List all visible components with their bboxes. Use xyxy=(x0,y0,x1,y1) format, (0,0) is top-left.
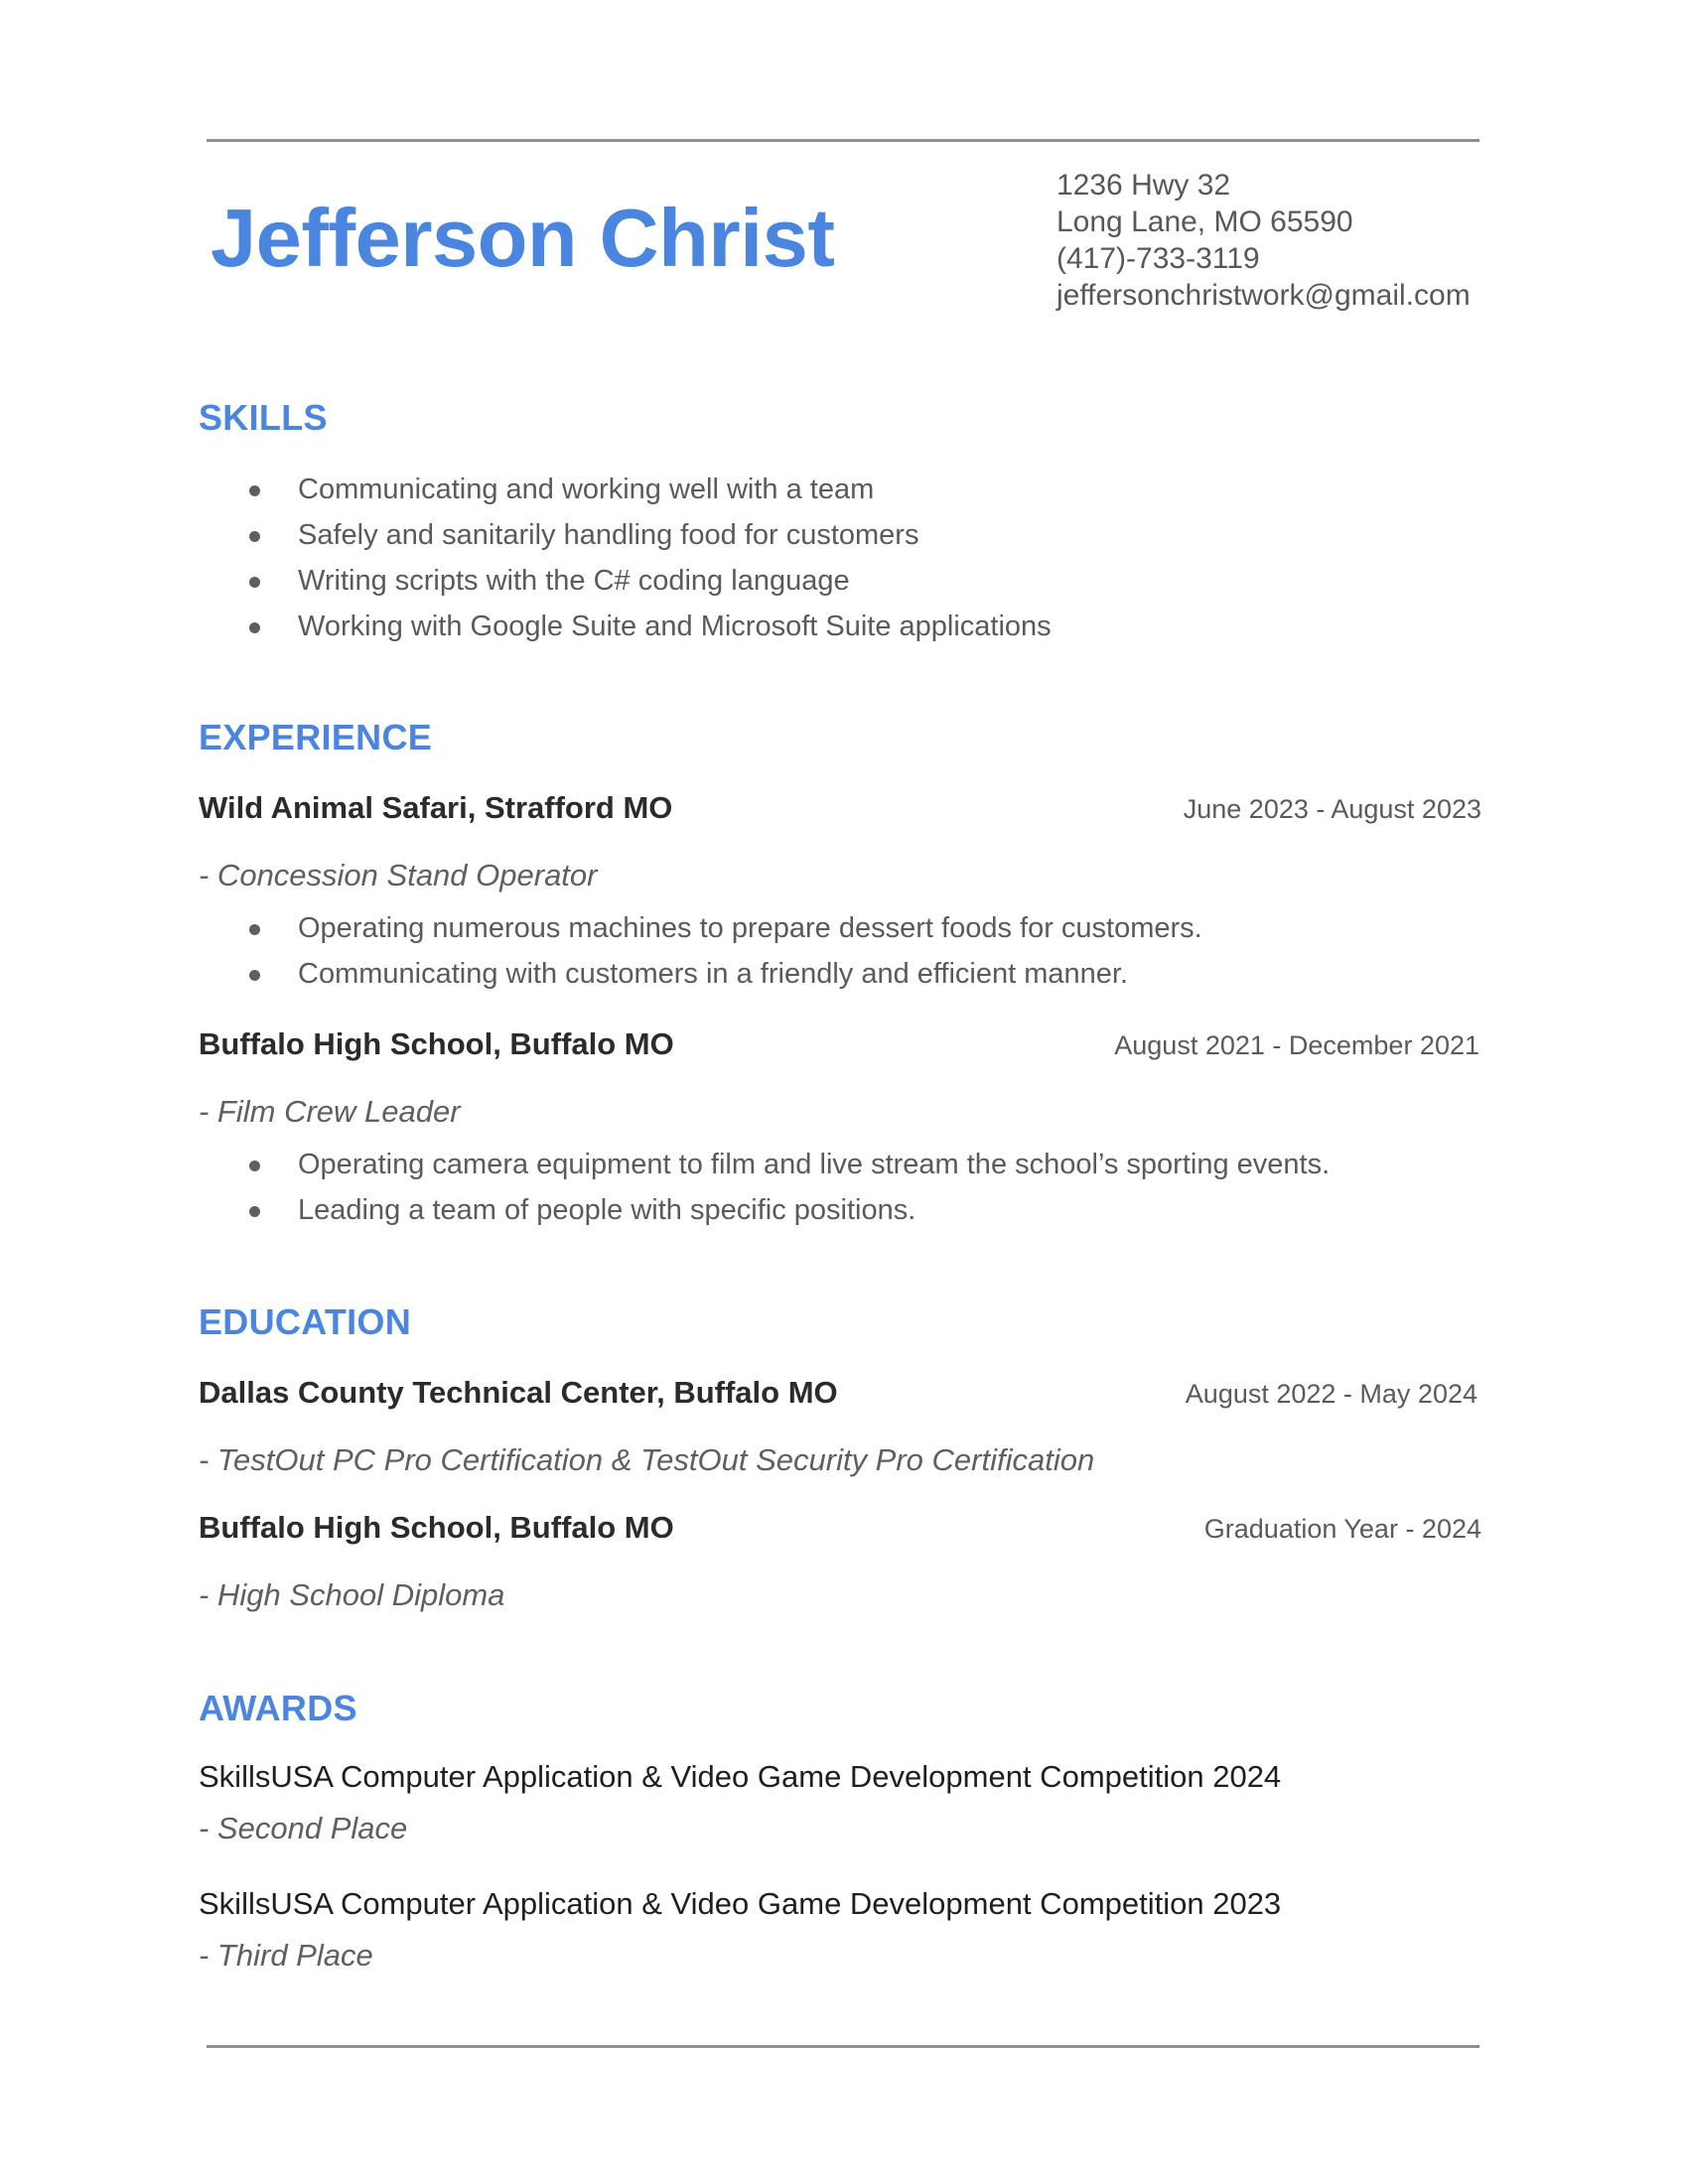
bullet-icon xyxy=(249,622,260,633)
bullet-icon xyxy=(249,577,260,588)
award-title: SkillsUSA Computer Application & Video Game Development Competition 2024 xyxy=(199,1759,1282,1794)
bullet-icon xyxy=(249,970,260,981)
bullet-icon xyxy=(249,485,260,496)
list-item: Operating numerous machines to prepare dessert foods for customers. xyxy=(199,905,1202,951)
bullet-icon xyxy=(249,1160,260,1171)
awards-heading: AWARDS xyxy=(199,1688,357,1728)
bullet-icon xyxy=(249,531,260,542)
school-dates: Graduation Year - 2024 xyxy=(1203,1514,1481,1544)
contact-email: jeffersonchristwork@gmail.com xyxy=(1056,279,1471,312)
award-place: - Second Place xyxy=(199,1811,408,1845)
skills-heading: SKILLS xyxy=(199,397,328,438)
contact-address: 1236 Hwy 32 xyxy=(1056,169,1231,202)
bullet-icon xyxy=(249,1206,260,1217)
list-item: Communicating with customers in a friendly and efficient manner. xyxy=(199,951,1202,997)
job-dates: August 2021 - December 2021 xyxy=(1114,1030,1479,1060)
experience-heading: EXPERIENCE xyxy=(199,717,433,757)
contact-phone: (417)-733-3119 xyxy=(1056,242,1260,275)
job-title: Wild Animal Safari, Strafford MO xyxy=(199,790,673,825)
list-item: Safely and sanitarily handling food for customers xyxy=(199,512,1052,558)
candidate-name: Jefferson Christ xyxy=(211,192,835,284)
bottom-divider xyxy=(207,2045,1479,2048)
contact-city: Long Lane, MO 65590 xyxy=(1056,205,1353,238)
top-divider xyxy=(207,139,1479,142)
skills-list xyxy=(199,467,1052,649)
job-role: - Film Crew Leader xyxy=(199,1094,461,1129)
award-place: - Third Place xyxy=(199,1938,373,1973)
job-bullets xyxy=(199,1142,1330,1233)
job-dates: June 2023 - August 2023 xyxy=(1183,794,1481,824)
school-title: Dallas County Technical Center, Buffalo MO xyxy=(199,1375,838,1410)
school-detail: - TestOut PC Pro Certification & TestOut Security Pro Certification xyxy=(199,1442,1095,1477)
list-item: Operating camera equipment to film and live stream the school’s sporting events. xyxy=(199,1142,1330,1187)
job-bullets xyxy=(199,905,1202,997)
job-title: Buffalo High School, Buffalo MO xyxy=(199,1026,674,1061)
list-item: Leading a team of people with specific positions. xyxy=(199,1187,1330,1233)
contact-block xyxy=(1056,167,1471,314)
school-detail: - High School Diploma xyxy=(199,1577,505,1612)
award-title: SkillsUSA Computer Application & Video Game Development Competition 2023 xyxy=(199,1886,1282,1921)
bullet-icon xyxy=(249,924,260,935)
school-title: Buffalo High School, Buffalo MO xyxy=(199,1510,674,1545)
list-item: Working with Google Suite and Microsoft Suite applications xyxy=(199,604,1052,649)
job-role: - Concession Stand Operator xyxy=(199,858,598,892)
list-item: Writing scripts with the C# coding language xyxy=(199,558,1052,604)
list-item: Communicating and working well with a team xyxy=(199,467,1052,512)
school-dates: August 2022 - May 2024 xyxy=(1185,1379,1477,1409)
education-heading: EDUCATION xyxy=(199,1301,412,1342)
